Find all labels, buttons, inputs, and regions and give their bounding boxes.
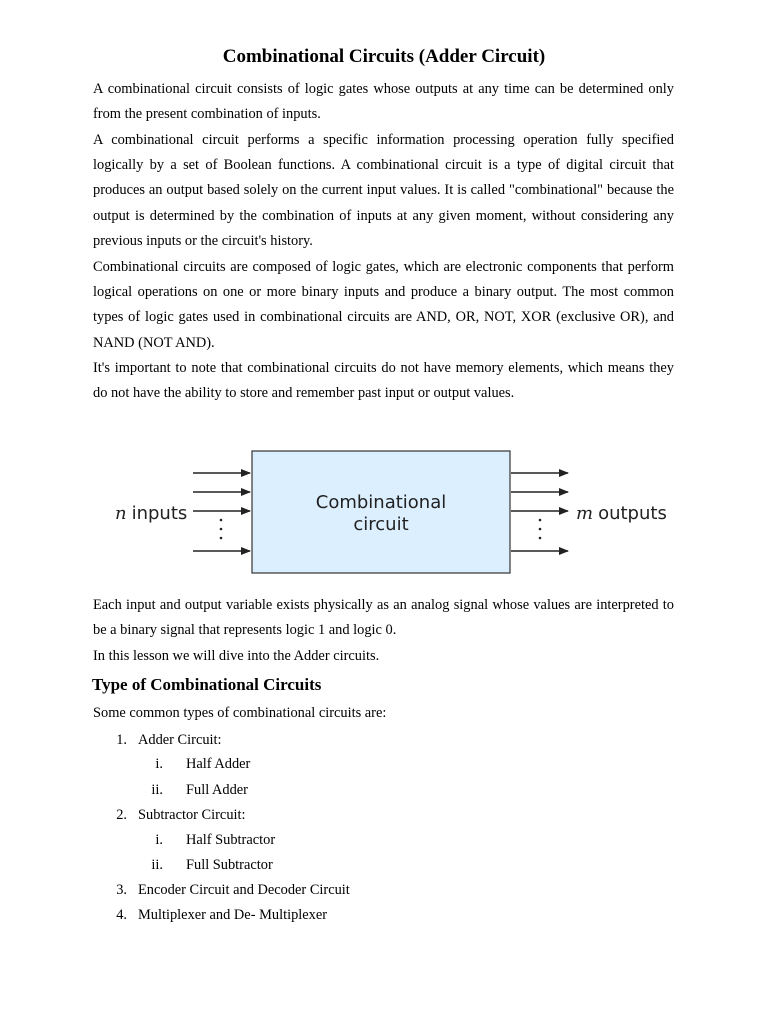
section-heading: Type of Combinational Circuits [92, 675, 322, 694]
ellipsis-dot [539, 537, 542, 540]
ellipsis-dot [539, 519, 542, 522]
paragraph-1: A combinational circuit consists of logic gates whose outputs at any time can be determined only from the present combination of inputs. [93, 81, 674, 123]
paragraph-5: Each input and output variable exists physically as an analog signal whose values are interpreted to be a binary signal that represents logic 1 and logic 0. [93, 597, 674, 639]
paragraph-6: In this lesson we will dive into the Adder circuits. [93, 648, 380, 664]
outputs-label: m outputs [576, 503, 667, 524]
box-label-line2: circuit [353, 514, 409, 535]
section-intro: Some common types of combinational circuits are: [93, 705, 387, 721]
paragraph-2: A combinational circuit performs a specific information processing operation fully specified logically by a set of Boolean functions. A combinational circuit is a type of digital circuit that produces an output based solely on the current input values. It is called "combinational" because the output is determined by the combination of inputs at any given moment, without considering any previous inputs or the circuit's history. [93, 132, 674, 249]
ellipsis-dot [220, 528, 223, 531]
combinational-circuit-diagram [100, 440, 680, 580]
ellipsis-dot [220, 537, 223, 540]
paragraph-4: It's important to note that combinational circuits do not have memory elements, which means they do not have the ability to store and remember past input or output values. [93, 360, 674, 402]
ellipsis-dot [220, 519, 223, 522]
page-title: Combinational Circuits (Adder Circuit) [222, 46, 546, 67]
paragraph-3: Combinational circuits are composed of logic gates, which are electronic components that perform logical operations on one or more binary inputs and produce a binary output. The most common types of logic gates used in combinational circuits are AND, OR, NOT, XOR (exclusive OR), and NAND (NOT AND). [93, 259, 674, 351]
box-label-line1: Combinational [315, 492, 447, 513]
document-page: Combinational Circuits (Adder Circuit) A combinational circuit consists of logic gates whose outputs at any time can be determined only from the present combination of inputs. A combinational circuit performs a specific information processing operation fully specified logically by a set of Boolean functions. A combinational circuit is a type of digital circuit that produces an output based solely on the current input values. It is called "combinational" because the output is determined by the combination of inputs at any given moment, without considering any previous inputs or the circuit's history. Combinational circuits are composed of logic gates, which are electronic components that perform logical operations on one or more binary inputs and produce a binary output. The most common types of logic gates used in combinational circuits are AND, OR, NOT, XOR (exclusive OR), and NAND (NOT AND). It's important to note that combinational circuits do not have memory elements, which means they do not have the ability to store and remember past input or output values. n inputs m outputs Combinational circuit Each input and output variable exists physically as an analog signal whose values are interpreted to be a binary signal that represents logic 1 and logic 0. In this lesson we will dive into the Adder circuits. Type of Combinational Circuits Some common types of combinational circuits are: 1. Adder Circuit: i. Half Adder ii. Full Adder 2. Subtractor Circuit: i. Half Subtractor ii. Full Subtractor 3. Encoder Circuit and Decoder Circuit 4. Multiplexer and De- Multiplexer [0, 0, 768, 1024]
inputs-label: n inputs [115, 503, 188, 524]
ellipsis-dot [539, 528, 542, 531]
